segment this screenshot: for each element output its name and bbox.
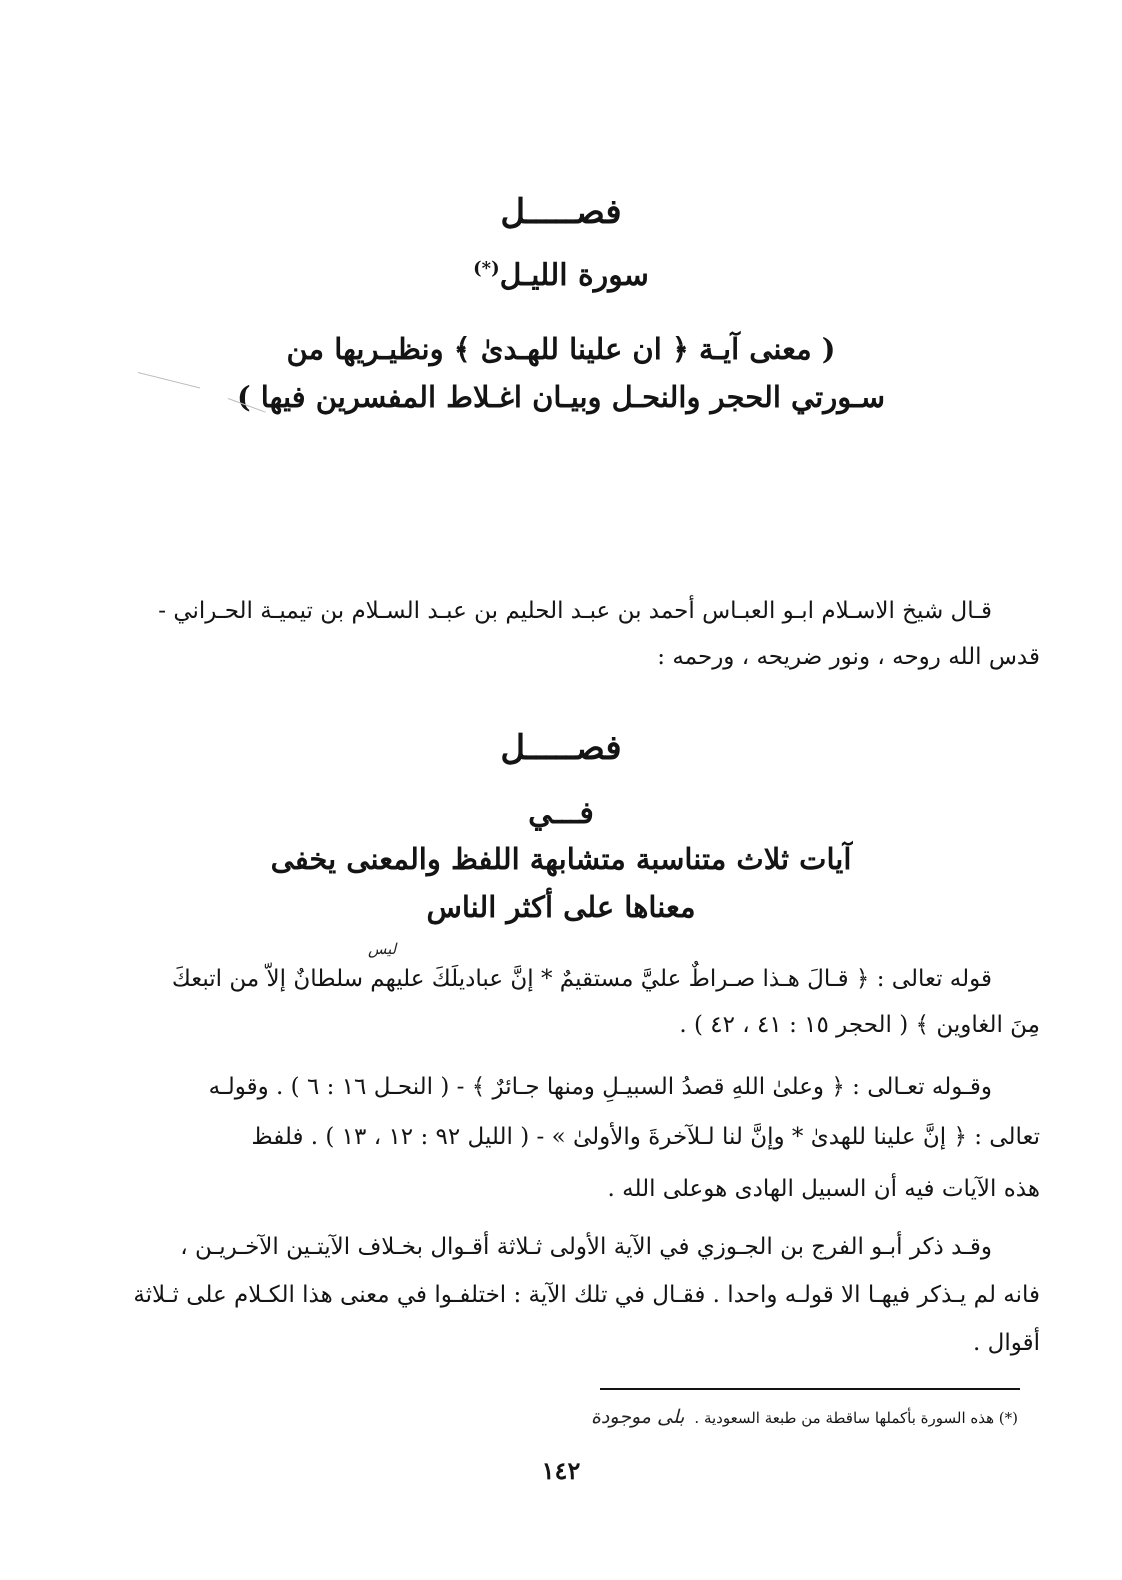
paragraph-3-line-2: فانه لم يـذكر فيهـا الا قولـه واحدا . فقـال في تلك الآية : اختلفـوا في معنى هذا الكـلام على ثـلاثة	[133, 1282, 1040, 1308]
section-title-line-1: آيات ثلاث متناسبة متشابهة اللفظ والمعنى يخفى	[270, 842, 852, 876]
intro-line-2: قدس الله روحه ، ونور ضريحه ، ورحمه :	[657, 644, 1040, 670]
footnote-text: (*) هذه السورة بأكملها ساقطة من طبعة السعودية .	[694, 1409, 1018, 1427]
paragraph-2-line-3: هذه الآيات فيه أن السبيل الهادى هوعلى الله .	[607, 1176, 1040, 1202]
page-number: ١٤٢	[541, 1456, 581, 1485]
footnote-mark: (*)	[473, 258, 500, 279]
section-heading: فصـــــل	[500, 728, 622, 768]
surah-title	[0, 258, 1122, 293]
intro-line-1: قـال شيخ الاسـلام ابـو العبـاس أحمد بن عبـد الحليم بن عبـد السـلام بن تيميـة الحـراني -	[158, 598, 992, 624]
chapter-heading: فصـــــل	[500, 192, 622, 232]
subtitle-line-1: ( معنى آيـة ﴿ ان علينا للهـدىٰ ﴾ ونظيـريها من	[286, 332, 836, 366]
paragraph-2-line-2: تعالى : ﴿ إنَّ علينا للهدىٰ * وإنَّ لنا لـلآخرةَ والأولىٰ » - ( الليل ٩٢ : ١٢ ، ١٣ ) . فلفظ	[251, 1124, 1040, 1150]
paragraph-3-line-1: وقـد ذكر أبـو الفرج بن الجـوزي في الآية الأولى ثـلاثة أقـوال بخـلاف الآيتـين الآخـريـن ،	[180, 1234, 992, 1260]
handwritten-insertion: ليس	[368, 940, 397, 958]
paragraph-1-line-1: قوله تعالى : ﴿ قـالَ هـذا صـراطٌ عليَّ مستقيمٌ * إنَّ عباديلَكَ عليهم سلطانٌ إلاّ من اتبعكَ	[171, 966, 992, 992]
surah-title-text: سورة الليـل	[499, 258, 649, 293]
section-title-line-2: معناها على أكثر الناس	[426, 890, 696, 924]
paragraph-1-line-2: مِنَ الغاوين ﴾ ( الحجر ١٥ : ٤١ ، ٤٢ ) .	[679, 1012, 1040, 1038]
footnote-rule	[600, 1388, 1020, 1390]
subtitle-line-2: سـورتي الحجر والنحـل وبيـان اغـلاط المفسرين فيها )	[236, 380, 886, 414]
paragraph-2-line-1: وقـوله تعـالى : ﴿ وعلىٰ اللهِ قصدُ السبيـلِ ومنها جـائرٌ ﴾ - ( النحـل ١٦ : ٦ ) . وقولـه	[208, 1074, 992, 1100]
paragraph-3-line-3: أقوال .	[973, 1330, 1040, 1356]
section-fi: فـــي	[528, 796, 594, 831]
footnote	[591, 1406, 1018, 1428]
handwritten-note: بلى موجودة	[590, 1406, 685, 1428]
